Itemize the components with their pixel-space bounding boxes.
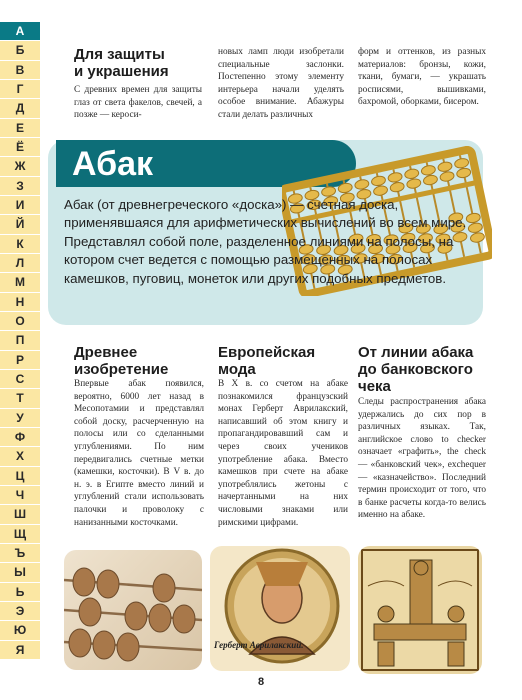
col3-heading: От линии абака до банковского чека xyxy=(358,344,474,395)
col1-text: Впервые абак появился, вероятно, 6000 лет назад в Месопотамии и представлял собой доску, расчерченную на полосы или со сделанными углублениями. По ним передвигались счетные метки (камешки, косточки). В V в. до н. э. в Египте вместо линий и углублений стали использовать палочки и проволоку с нанизанными косточками. xyxy=(74,379,204,528)
top-text-col3: форм и оттенков, из разных материалов: бронзы, кожи, ткани, бумаги, — украшать росписями, вышивками, бахромой, оборками, бисером. xyxy=(358,47,486,108)
abacus-bead xyxy=(421,164,437,176)
top-text-col2: новых ламп люди изобретали специальные заслонки. Постепенно этому элементу интерьера начали уделять особое внимание. Абажуры стали делать различных xyxy=(218,47,344,120)
sidebar-letter: Т xyxy=(0,389,40,408)
sidebar-letter: Щ xyxy=(0,525,40,544)
sidebar-letter: Ы xyxy=(0,563,40,582)
sidebar-letter: Е xyxy=(0,119,40,138)
sidebar-letter: Ш xyxy=(0,505,40,524)
sidebar-letter: У xyxy=(0,409,40,428)
sidebar-letter: Й xyxy=(0,215,40,234)
top-heading: Для защиты и украшения xyxy=(74,46,169,80)
feature-title: Абак xyxy=(72,145,154,183)
medieval-engraving xyxy=(358,546,482,674)
sidebar-letter: Ж xyxy=(0,157,40,176)
abacus-bead xyxy=(439,171,455,183)
abacus-bead xyxy=(373,185,389,197)
sidebar-letter: Ъ xyxy=(0,544,40,563)
col2-text: В X в. со счетом на абаке познакомился французский монах Герберт Аврилакский, написавший об этом книгу и пропагандировавший сам и через своих учеников употребление абака. Вместо камешков при счете на абаке употреблялись жетоны с начертанными на них числовыми знаками или римскими цифрами. xyxy=(218,379,348,528)
sidebar-letter: Ю xyxy=(0,621,40,640)
sidebar-letter: И xyxy=(0,196,40,215)
sidebar-letter: Я xyxy=(0,641,40,660)
abacus-bead xyxy=(337,182,353,194)
sidebar-letter: Р xyxy=(0,351,40,370)
sidebar-letter: Ц xyxy=(0,467,40,486)
col1-heading: Древнее изобретение xyxy=(74,344,169,378)
sidebar-letter: Д xyxy=(0,99,40,118)
abacus-bead xyxy=(454,157,470,169)
feature-lead: Абак (от древнегреческого «доска») — счетная доска, применявшаяся для арифметических вычислений во всем мире. Представлял собой поле, разделенное линиями на полосы, на котором счет ведется с помощью размещенных на полосах камешков, пуговиц, монеток или других подобных предметов. xyxy=(64,197,467,286)
sidebar-letter: Ь xyxy=(0,583,40,602)
col2-heading: Европейская мода xyxy=(218,344,316,378)
abacus-bead xyxy=(371,175,387,187)
col3-text: Следы распространения абака удержались до сих пор в различных языках. Так, английское слово to checker означает «графить», the check — «банковский чек», exchequer — «казначейство». Последний термин происходит от того, что в банке расчеты когда-то велись именно на абаке. xyxy=(358,397,486,521)
wooden-abacus-photo xyxy=(64,550,202,670)
sidebar-letter: Э xyxy=(0,602,40,621)
abacus-bead xyxy=(406,178,422,190)
sidebar-letter: Ё xyxy=(0,138,40,157)
sidebar-letter: Л xyxy=(0,254,40,273)
portrait-caption: Герберт Аврилакский. xyxy=(214,640,304,650)
sidebar-letter: Ф xyxy=(0,428,40,447)
abacus-bead xyxy=(387,172,403,184)
sidebar-letter: К xyxy=(0,235,40,254)
top-text-col1: С древних времен для защиты глаз от света факелов, свечей, а позже — кероси- xyxy=(74,85,202,121)
alphabet-sidebar xyxy=(0,22,40,660)
sidebar-letter: Б xyxy=(0,41,40,60)
sidebar-letter: Х xyxy=(0,447,40,466)
abacus-bead xyxy=(389,181,405,193)
abacus-bead xyxy=(423,174,439,186)
sidebar-letter: П xyxy=(0,331,40,350)
sidebar-letter: О xyxy=(0,312,40,331)
abacus-bead xyxy=(437,161,453,173)
sidebar-letter: А xyxy=(0,22,40,41)
abacus-bead xyxy=(404,168,420,180)
abacus-bead xyxy=(456,167,472,179)
portrait-frame xyxy=(210,546,350,671)
sidebar-letter: В xyxy=(0,61,40,80)
sidebar-letter: З xyxy=(0,177,40,196)
page-number: 8 xyxy=(257,676,265,688)
sidebar-letter: Н xyxy=(0,293,40,312)
sidebar-letter: М xyxy=(0,273,40,292)
sidebar-letter: Ч xyxy=(0,486,40,505)
abacus-bead xyxy=(354,179,370,191)
sidebar-letter: Г xyxy=(0,80,40,99)
sidebar-letter: С xyxy=(0,370,40,389)
